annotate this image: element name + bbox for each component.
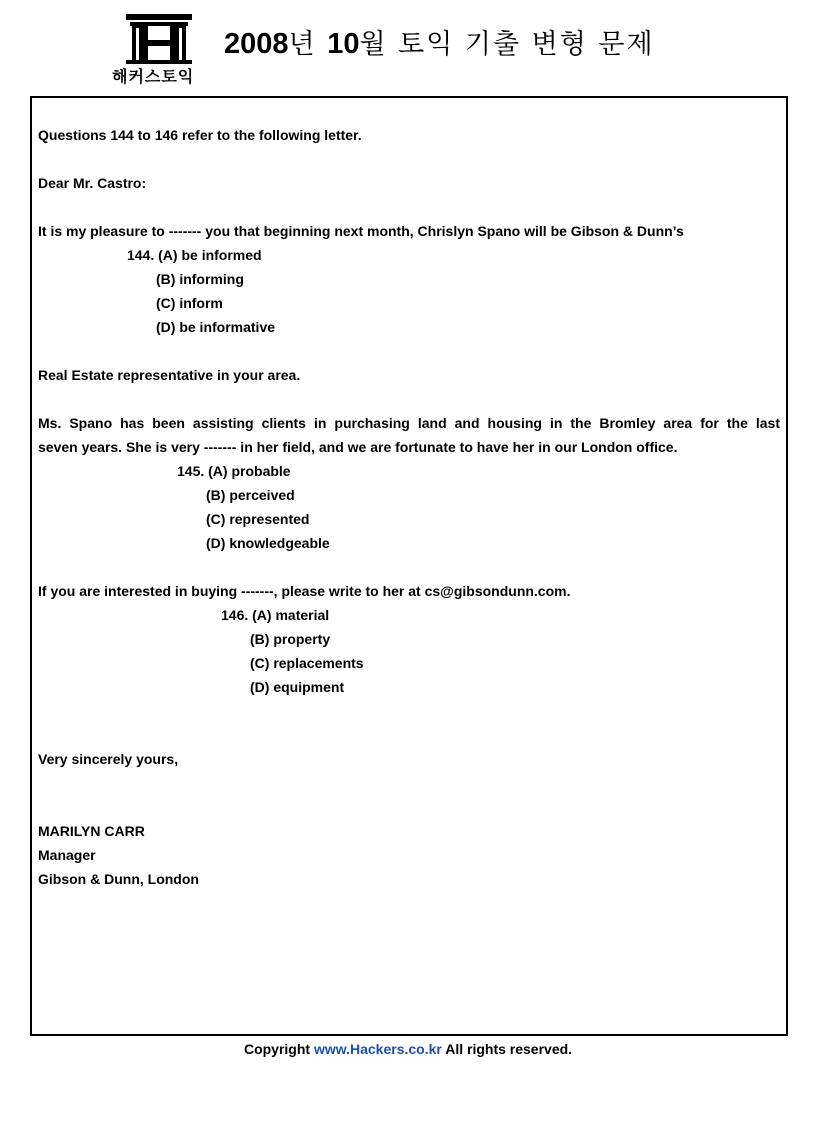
intro-text: Questions 144 to 146 refer to the following letter. — [38, 127, 362, 143]
paragraph-2-line-1: Ms. Spano has been assisting clients in purchasing land and housing in the Bromley area for the last — [38, 415, 780, 431]
q146-option-d: (D) equipment — [250, 679, 345, 695]
closing: Very sincerely yours, — [38, 751, 179, 767]
copyright-footer — [0, 1041, 816, 1057]
paragraph-1-line-1: It is my pleasure to ------- you that beginning next month, Chrislyn Spano will be Gibson & Dunn’s — [38, 223, 684, 239]
paragraph-3-line-1: If you are interested in buying -------, please write to her at cs@gibsondunn.com. — [38, 583, 571, 599]
footer-prefix: Copyright — [243, 1041, 311, 1057]
logo-text: 해커스토익 — [112, 67, 195, 86]
paragraph-1-line-2: Real Estate representative in your area. — [38, 367, 301, 383]
salutation: Dear Mr. Castro: — [38, 175, 147, 191]
q145-option-c: (C) represented — [206, 511, 310, 527]
page-title — [224, 22, 655, 61]
title-year: 2008 — [224, 28, 289, 60]
hackers-logo — [112, 14, 212, 90]
q144-option-d: (D) be informative — [156, 319, 276, 335]
q145-option-d: (D) knowledgeable — [206, 535, 330, 551]
q146-option-c: (C) replacements — [250, 655, 364, 671]
q144-option-c: (C) inform — [156, 295, 223, 311]
q145-option-b: (B) perceived — [206, 487, 295, 503]
signer-company: Gibson & Dunn, London — [38, 871, 199, 887]
title-rest: 월 토익 기출 변형 문제 — [359, 29, 655, 60]
q144-option-b: (B) informing — [156, 271, 244, 287]
paragraph-2-line-2: seven years. She is very ------- in her field, and we are fortunate to have her in our London office. — [38, 439, 678, 455]
hackers-h-logo-icon — [124, 14, 194, 64]
signer-name: MARILYN CARR — [38, 823, 145, 839]
signer-title: Manager — [38, 847, 96, 863]
title-month: 10 — [327, 28, 360, 60]
q146-option-a: 146. (A) material — [221, 607, 330, 623]
footer-link[interactable]: www.Hackers.co.kr — [313, 1041, 442, 1057]
title-year-unit: 년 — [288, 29, 317, 60]
q146-option-b: (B) property — [250, 631, 331, 647]
q144-option-a: 144. (A) be informed — [127, 247, 262, 263]
q145-option-a: 145. (A) probable — [177, 463, 291, 479]
footer-suffix: All rights reserved. — [445, 1041, 573, 1057]
